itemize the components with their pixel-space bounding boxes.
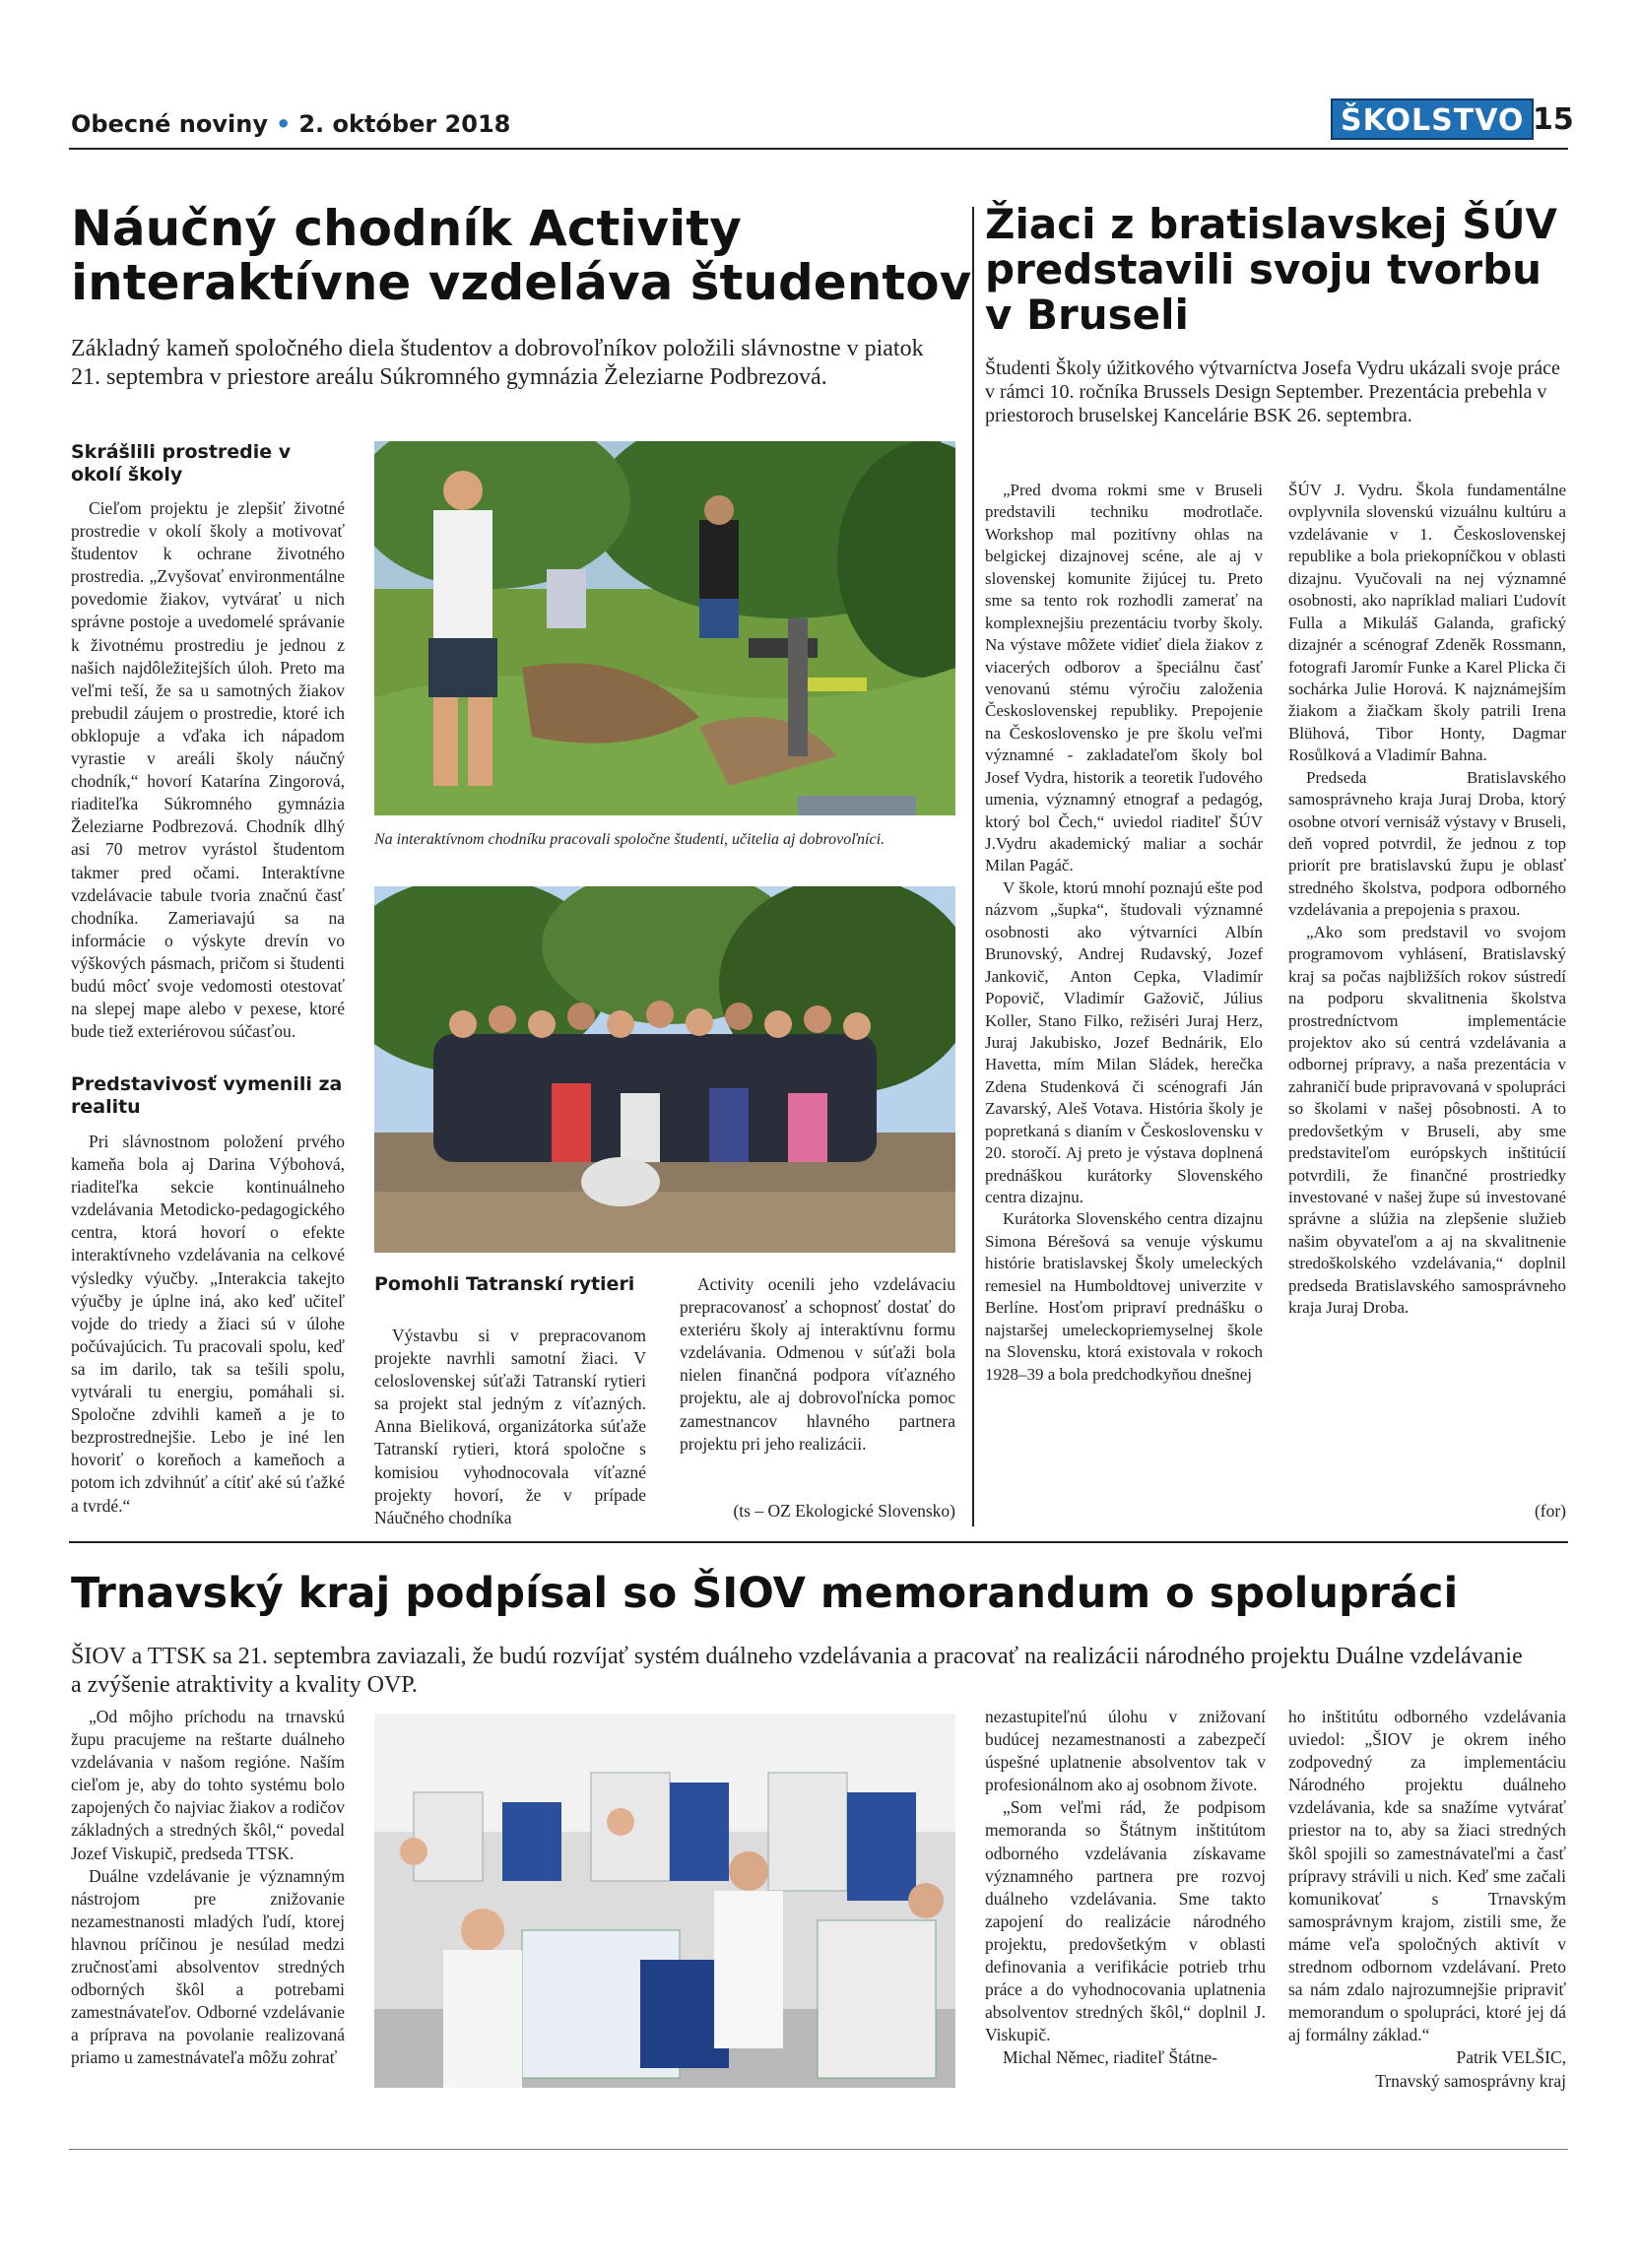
article3-column-1 bbox=[71, 1706, 345, 2070]
article1-paragraph: Cieľom projektu je zlepšiť životné prostredie v okolí školy a motivovať študentov k ochrane životného prostredia. „Zvyšovať environmentálne povedomie žiakov, vytvárať u nich správne postoje a uvedomelé správanie k životnému prostrediu je jednou z našich najdôležitejších úloh. Preto ma veľmi teší, že sa u samotných žiakov prebudil záujem o prostredie, ktoré ich obklopuje a vďaka ich nápadom vyrastie v areáli školy náučný chodník,“ hovorí Katarína Zingorová, riaditeľka Súkromného gymnázia Železiarne Podbrezová. Chodník dlhý asi 70 metrov vyrástol študentom takmer pred očami. Interaktívne vzdelávacie tabule tvoria značnú časť chodníka. Zameriavajú sa na informácie o výskyte drevín vo výškových pásmach, pričom si študenti budú môcť svoje vedomosti otestovať na slepej mape alebo v pexese, ktoré bude tiež exteriérovou súčasťou. bbox=[71, 498, 345, 1042]
article1-title-line2: interaktívne vzdeláva študentov bbox=[71, 254, 972, 311]
signature-org: Trnavský samosprávny kraj bbox=[1375, 2070, 1566, 2091]
article2-title-line3: v Bruseli bbox=[985, 291, 1189, 340]
article3-column-2 bbox=[985, 1706, 1266, 2070]
header-rule bbox=[69, 148, 1568, 150]
article1-column-2 bbox=[374, 1325, 646, 1529]
article2-column-1 bbox=[985, 480, 1263, 1386]
article1-credit: (ts – OZ Ekologické Slovensko) bbox=[733, 1501, 955, 1521]
article1-subhead-2: Predstavivosť vymenili za realitu bbox=[71, 1073, 343, 1118]
article3-paragraph: ho inštitútu odborného vzdelávania uviedol: „ŠIOV je okrem iného zodpovedný za implementáciu Národného projektu duálneho vzdelávania, kde sa snažíme vytvárať priestor na to, aby sa žiaci stredných škôl spojili so zamestnávateľmi a časť prípravy strávili u nich. Keď sme začali komunikovať s Trnavským samosprávnym krajom, zistili sme, že máme veľa spoločných aktivít v strednom odbornom vzdelávaní. Preto sa nám zdalo najrozumnejšie pripraviť memorandum o spolupráci, ktoré jej dá aj formálny základ.“ bbox=[1288, 1707, 1566, 2045]
article1-paragraph: Activity ocenili jeho vzdelávaciu prepracovanosť a schopnosť dostať do exteriéru školy aj interaktívnu formu vzdelávania. Odmenou v súťaži bola nielen finančná podpora víťazného projektu, ale aj dobrovoľnícka pomoc zamestnancov hlavného partnera projektu pri jeho realizácii. bbox=[680, 1274, 955, 1454]
article3-paragraph: Michal Němec, riaditeľ Štátne- bbox=[1003, 2047, 1217, 2068]
photo1-caption: Na interaktívnom chodníku pracovali spoločne študenti, učitelia aj dobrovoľníci. bbox=[374, 831, 886, 848]
article3-paragraph: Duálne vzdelávanie je významným nástrojom pre znižovanie nezamestnanosti mladých ľudí, ktorej hlavnou príčinou je nesúlad medzi zručnosťami absolventov stredných odborných škôl a potrebami zamestnávateľov. Odborné vzdelávanie a príprava na povolanie realizovaná priamo u zamestnávateľa môžu zohrať bbox=[71, 1865, 345, 2068]
paper-name: Obecné noviny bbox=[71, 110, 268, 138]
issue-date: 2. október 2018 bbox=[298, 110, 511, 138]
article2-title bbox=[985, 202, 1576, 339]
article2-credit: (for) bbox=[1534, 1501, 1566, 1521]
article2-lead: Študenti Školy úžitkového výtvarníctva Josefa Vydru ukázali svoje práce v rámci 10. ročníka Brussels Design September. Prezentácia prebehla v priestoroch bruselskej Kancelárie BSK 26. septembra. bbox=[985, 357, 1560, 426]
photo-group bbox=[374, 886, 955, 1253]
masthead bbox=[71, 110, 510, 138]
signature-name: Patrik VELŠIC, bbox=[1456, 2047, 1566, 2068]
article1-title-line1: Náučný chodník Activity bbox=[71, 200, 742, 257]
article1-paragraph: Pri slávnostnom položení prvého kameňa bola aj Darina Výbohová, riaditeľka sekcie kontinuálneho vzdelávania Metodicko-pedagogického centra, ktorá hovorí o efekte interaktívneho vzdelávania na celkové výsledky výučby. „Interakcia takejto výučby je úplne iná, ako keď učiteľ vojde do triedy a žiaci sú v úlohe počúvajúcich. Tu pracovali spolu, keď sa im darilo, tak sa tešili spolu, vytvárali tu energiu, pomáhali si. Spoločne zdvihli kameň a je to bezprostrednejšie. Lebo je iné len hovoriť o koreňoch a kameňoch a potom ich zdvihnúť a cítiť aké sú ťažké a tvrdé.“ bbox=[71, 1132, 345, 1516]
article1-subhead-3: Pomohli Tatranskí rytieri bbox=[374, 1273, 635, 1295]
article1-lead: Základný kameň spoločného diela študentov a dobrovoľníkov položili slávnostne v piatok 21. septembra v priestore areálu Súkromného gymnázia Železiarne Podbrezová. bbox=[71, 336, 924, 390]
article3-paragraph: nezastupiteľnú úlohu v znižovaní budúcej nezamestnanosti a zabezpečí úspešné uplatnenie absolventov tak v profesionálnom ako aj osobnom živote. bbox=[985, 1707, 1266, 1795]
footer-rule bbox=[69, 2149, 1568, 2150]
article3-paragraph: „Som veľmi rád, že podpisom memoranda so Štátnym inštitútom odborného vzdelávania získavame významného partnera pre rozvoj duálneho vzdelávania. Sme takto zapojení do realizácie národného projektu, predovšetkým v oblasti definovania a verifikácie potrieb trhu práce a do vyhodnocovania uplatnenia absolventov stredných škôl,“ doplnil J. Viskupič. bbox=[985, 1797, 1266, 2045]
column-divider bbox=[972, 207, 974, 1526]
article3-title: Trnavský kraj podpísal so ŠIOV memorandum o spolupráci bbox=[71, 1569, 1459, 1618]
article2-paragraph: ŠÚV J. Vydru. Škola fundamentálne ovplyvnila slovenskú vizuálnu kultúru a vzdelávanie v 1. Československej republike a bola priekopníčkou v oblasti dizajnu. Vyučovali na nej významné osobnosti, ako napríklad maliari Ľudovít Fulla a Mikuláš Galanda, grafický dizajnér a scénograf Zdeněk Rossmann, fotografi Jaromír Funke a Karel Plicka či sochárka Julie Horová. K najznámejším žiakom a žiačkam školy patrili Irena Blühová, Tibor Honty, Dagmar Rosůlková a Vladimír Bahna. bbox=[1288, 481, 1566, 765]
photo-workshop bbox=[374, 1714, 955, 2088]
separator-dot: • bbox=[275, 110, 292, 138]
page-number: 15 bbox=[1533, 102, 1574, 137]
photo-trail-work bbox=[374, 441, 955, 815]
article1-column-1 bbox=[71, 497, 345, 1043]
article2-paragraph: V škole, ktorú mnohí poznajú ešte pod názvom „šupka“, študovali významné osobnosti ako výtvarníci Albín Brunovský, Andrej Rudavský, Jozef Jankovič, Anton Cepka, Vladimír Popovič, Vladimír Gažovič, Július Koller, Stano Filko, režiséri Juraj Herz, Juraj Jakubisko, Jozef Bednárik, Elo Havetta, mím Milan Sládek, herečka Zdena Studenková či scénografi Ján Zavarský, Aleš Votava. História školy je popretkaná s dianím v Československu v 20. storočí. Aj preto je výstava doplnená prednáškou kurátorky Slovenského centra dizajnu. bbox=[985, 877, 1263, 1206]
article1-column-3 bbox=[680, 1273, 955, 1456]
article2-paragraph: Predseda Bratislavského samosprávneho kraja Juraj Droba, ktorý osobne otvorí vernisáž výstavy v Bruseli, deň vopred potvrdil, že jednou z top priorít pre bratislavskú župu je oblasť stredného školstva, podpora odborného vzdelávania a prepojenia s praxou. bbox=[1288, 767, 1566, 920]
article2-paragraph: „Pred dvoma rokmi sme v Bruseli predstavili techniku modrotlače. Workshop mal pozitívny ohlas na belgickej dizajnovej scéne, ale aj v slovenskej komunite žijúcej tu. Preto sme sa tento rok rozhodli zamerať na komplexnejšiu prezentáciu tvorby školy. Na výstave môžete vidieť diela žiakov z viacerých odborov a špeciálnu časť venovanú stému výročiu založenia Československej republiky. Prepojenie na Československo je pre školu veľmi významné - zakladateľom školy bol Josef Vydra, historik a teoretik ľudového umenia, významný etnograf a pedagóg, ktorý bol Čech,“ uviedol riaditeľ ŠÚV J.Vydru akademický maliar a sochár Milan Pagáč. bbox=[985, 481, 1263, 875]
article3-column-3 bbox=[1288, 1706, 1566, 2093]
section-label: ŠKOLSTVO bbox=[1331, 98, 1534, 140]
section-rule bbox=[69, 1541, 1568, 1543]
article3-paragraph: „Od môjho príchodu na trnavskú župu pracujeme na reštarte duálneho vzdelávania v našom regióne. Naším cieľom je, aby do tohto systému bolo zapojených čo najviac žiakov a rodičov základných a stredných škôl,“ povedal Jozef Viskupič, predseda TTSK. bbox=[71, 1707, 345, 1863]
article1-subhead-1: Skrášlili prostredie v okolí školy bbox=[71, 441, 292, 486]
article2-paragraph: Kurátorka Slovenského centra dizajnu Simona Bérešová sa venuje výskumu histórie bratislavskej Školy umeleckých remesiel na Humboldtovej univerzite v Berlíne. Hosťom pripraví prednášku o najstaršej umeleckopriemyselnej škole na Slovensku, ktorá existovala v rokoch 1928–39 a bola predchodkyňou dnešnej bbox=[985, 1209, 1263, 1384]
article1-title bbox=[71, 202, 971, 310]
article2-paragraph: „Ako som predstavil vo svojom programovom vyhlásení, Bratislavský kraj sa počas najbližších rokov sústredí na podporu skvalitnenia školstva prostredníctvom implementácie projektov ako sú centrá vzdelávania a odbornej prípravy, a naša prezentácia v zahraničí bude pripravovaná v spolupráci so školami v našej pôsobnosti. A to predovšetkým v Bruseli, aby sme predstaviteľom európskych inštitúcií potvrdili, že finančné prostriedky investované v našej župe sú investované správne a slúžia na zlepšenie služieb našim obyvateľom a aj na skvalitnenie stredoškolského vzdelávania,“ doplnil predseda Bratislavského samosprávneho kraja Juraj Droba. bbox=[1288, 922, 1566, 1318]
article2-title-line1: Žiaci z bratislavskej ŠÚV bbox=[985, 200, 1558, 248]
article2-column-2 bbox=[1288, 480, 1566, 1320]
article3-lead: ŠIOV a TTSK sa 21. septembra zaviazali, že budú rozvíjať systém duálneho vzdelávania a pracovať na realizácii národného projektu Duálne vzdelávanie a zvýšenie atraktivity a kvality OVP. bbox=[71, 1644, 1523, 1698]
article1-paragraph: Výstavbu si v prepracovanom projekte navrhli samotní žiaci. V celoslovenskej súťaži Tatranskí rytieri sa projekt stal jedným z víťazných. Anna Bieliková, organizátorka súťaže Tatranskí rytieri, ktorá spoločne s komisiou vyhodnocovala víťazné projekty hovorí, že v prípade Náučného chodníka bbox=[374, 1326, 646, 1527]
article2-title-line2: predstavili svoju tvorbu bbox=[985, 245, 1542, 294]
article1-column-1b bbox=[71, 1131, 345, 1518]
